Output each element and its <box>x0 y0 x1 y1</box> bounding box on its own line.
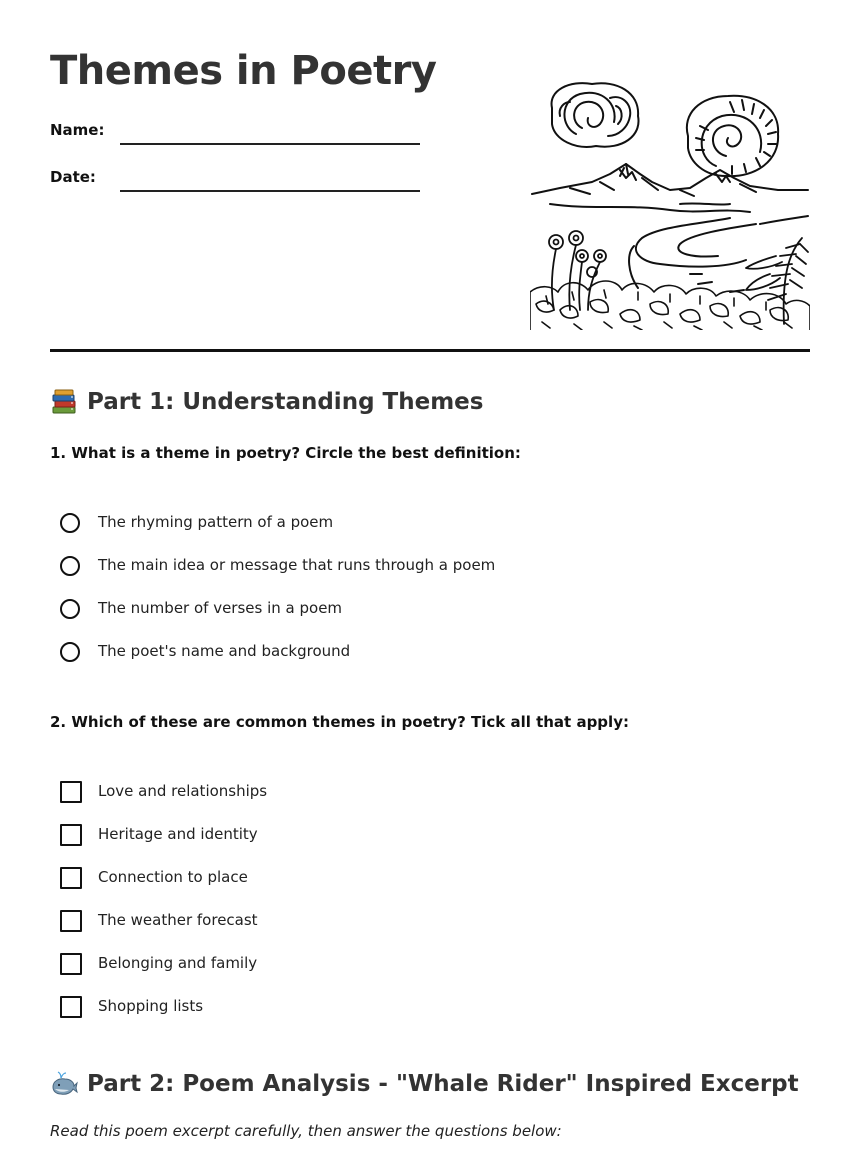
mountains-icon <box>532 164 808 196</box>
name-label: Name: <box>50 121 105 139</box>
q1-option-2[interactable] <box>60 554 496 578</box>
radio-button[interactable] <box>60 513 80 533</box>
part1-heading <box>50 388 483 416</box>
q2-option-2[interactable] <box>60 823 258 847</box>
part2-instructions: Read this poem excerpt carefully, then answer the questions below: <box>50 1122 562 1140</box>
option-label: Love and relationships <box>98 782 268 800</box>
books-icon <box>50 388 78 416</box>
option-label: Heritage and identity <box>98 825 258 843</box>
checkbox[interactable] <box>60 781 82 803</box>
question-2: 2. Which of these are common themes in poetry? Tick all that apply: <box>50 713 629 731</box>
q2-option-3[interactable] <box>60 866 248 890</box>
foliage-icon <box>530 281 810 330</box>
river-icon <box>550 203 808 292</box>
option-label: The poet's name and background <box>98 642 351 660</box>
part2-heading <box>50 1070 799 1098</box>
option-label: The number of verses in a poem <box>98 599 343 617</box>
date-label: Date: <box>50 168 96 186</box>
option-label: Connection to place <box>98 868 248 886</box>
option-label: The main idea or message that runs through a poem <box>98 556 496 574</box>
checkbox[interactable] <box>60 953 82 975</box>
option-label: The rhyming pattern of a poem <box>98 513 334 531</box>
checkbox[interactable] <box>60 910 82 932</box>
left-cloud-icon <box>552 83 639 147</box>
header-divider <box>50 349 810 352</box>
q1-option-4[interactable] <box>60 640 351 664</box>
checkbox[interactable] <box>60 824 82 846</box>
question-1: 1. What is a theme in poetry? Circle the best definition: <box>50 444 521 462</box>
flowers-icon <box>549 231 606 310</box>
q2-option-4[interactable] <box>60 909 258 933</box>
whale-icon <box>50 1070 78 1098</box>
q2-option-6[interactable] <box>60 995 204 1019</box>
q1-option-1[interactable] <box>60 511 334 535</box>
radio-button[interactable] <box>60 642 80 662</box>
radio-button[interactable] <box>60 599 80 619</box>
part2-heading-text: Part 2: Poem Analysis - "Whale Rider" Inspired Excerpt <box>87 1071 799 1097</box>
q1-option-3[interactable] <box>60 597 343 621</box>
part1-heading-text: Part 1: Understanding Themes <box>87 389 484 415</box>
date-field[interactable] <box>120 190 420 192</box>
right-cloud-icon <box>687 96 778 176</box>
option-label: The weather forecast <box>98 911 258 929</box>
option-label: Shopping lists <box>98 997 204 1015</box>
option-label: Belonging and family <box>98 954 258 972</box>
checkbox[interactable] <box>60 867 82 889</box>
page-title: Themes in Poetry <box>50 48 437 94</box>
name-field[interactable] <box>120 143 420 145</box>
checkbox[interactable] <box>60 996 82 1018</box>
fern-icon <box>746 238 808 324</box>
q2-option-1[interactable] <box>60 780 268 804</box>
q2-option-5[interactable] <box>60 952 258 976</box>
radio-button[interactable] <box>60 556 80 576</box>
landscape-illustration-icon <box>530 78 810 330</box>
